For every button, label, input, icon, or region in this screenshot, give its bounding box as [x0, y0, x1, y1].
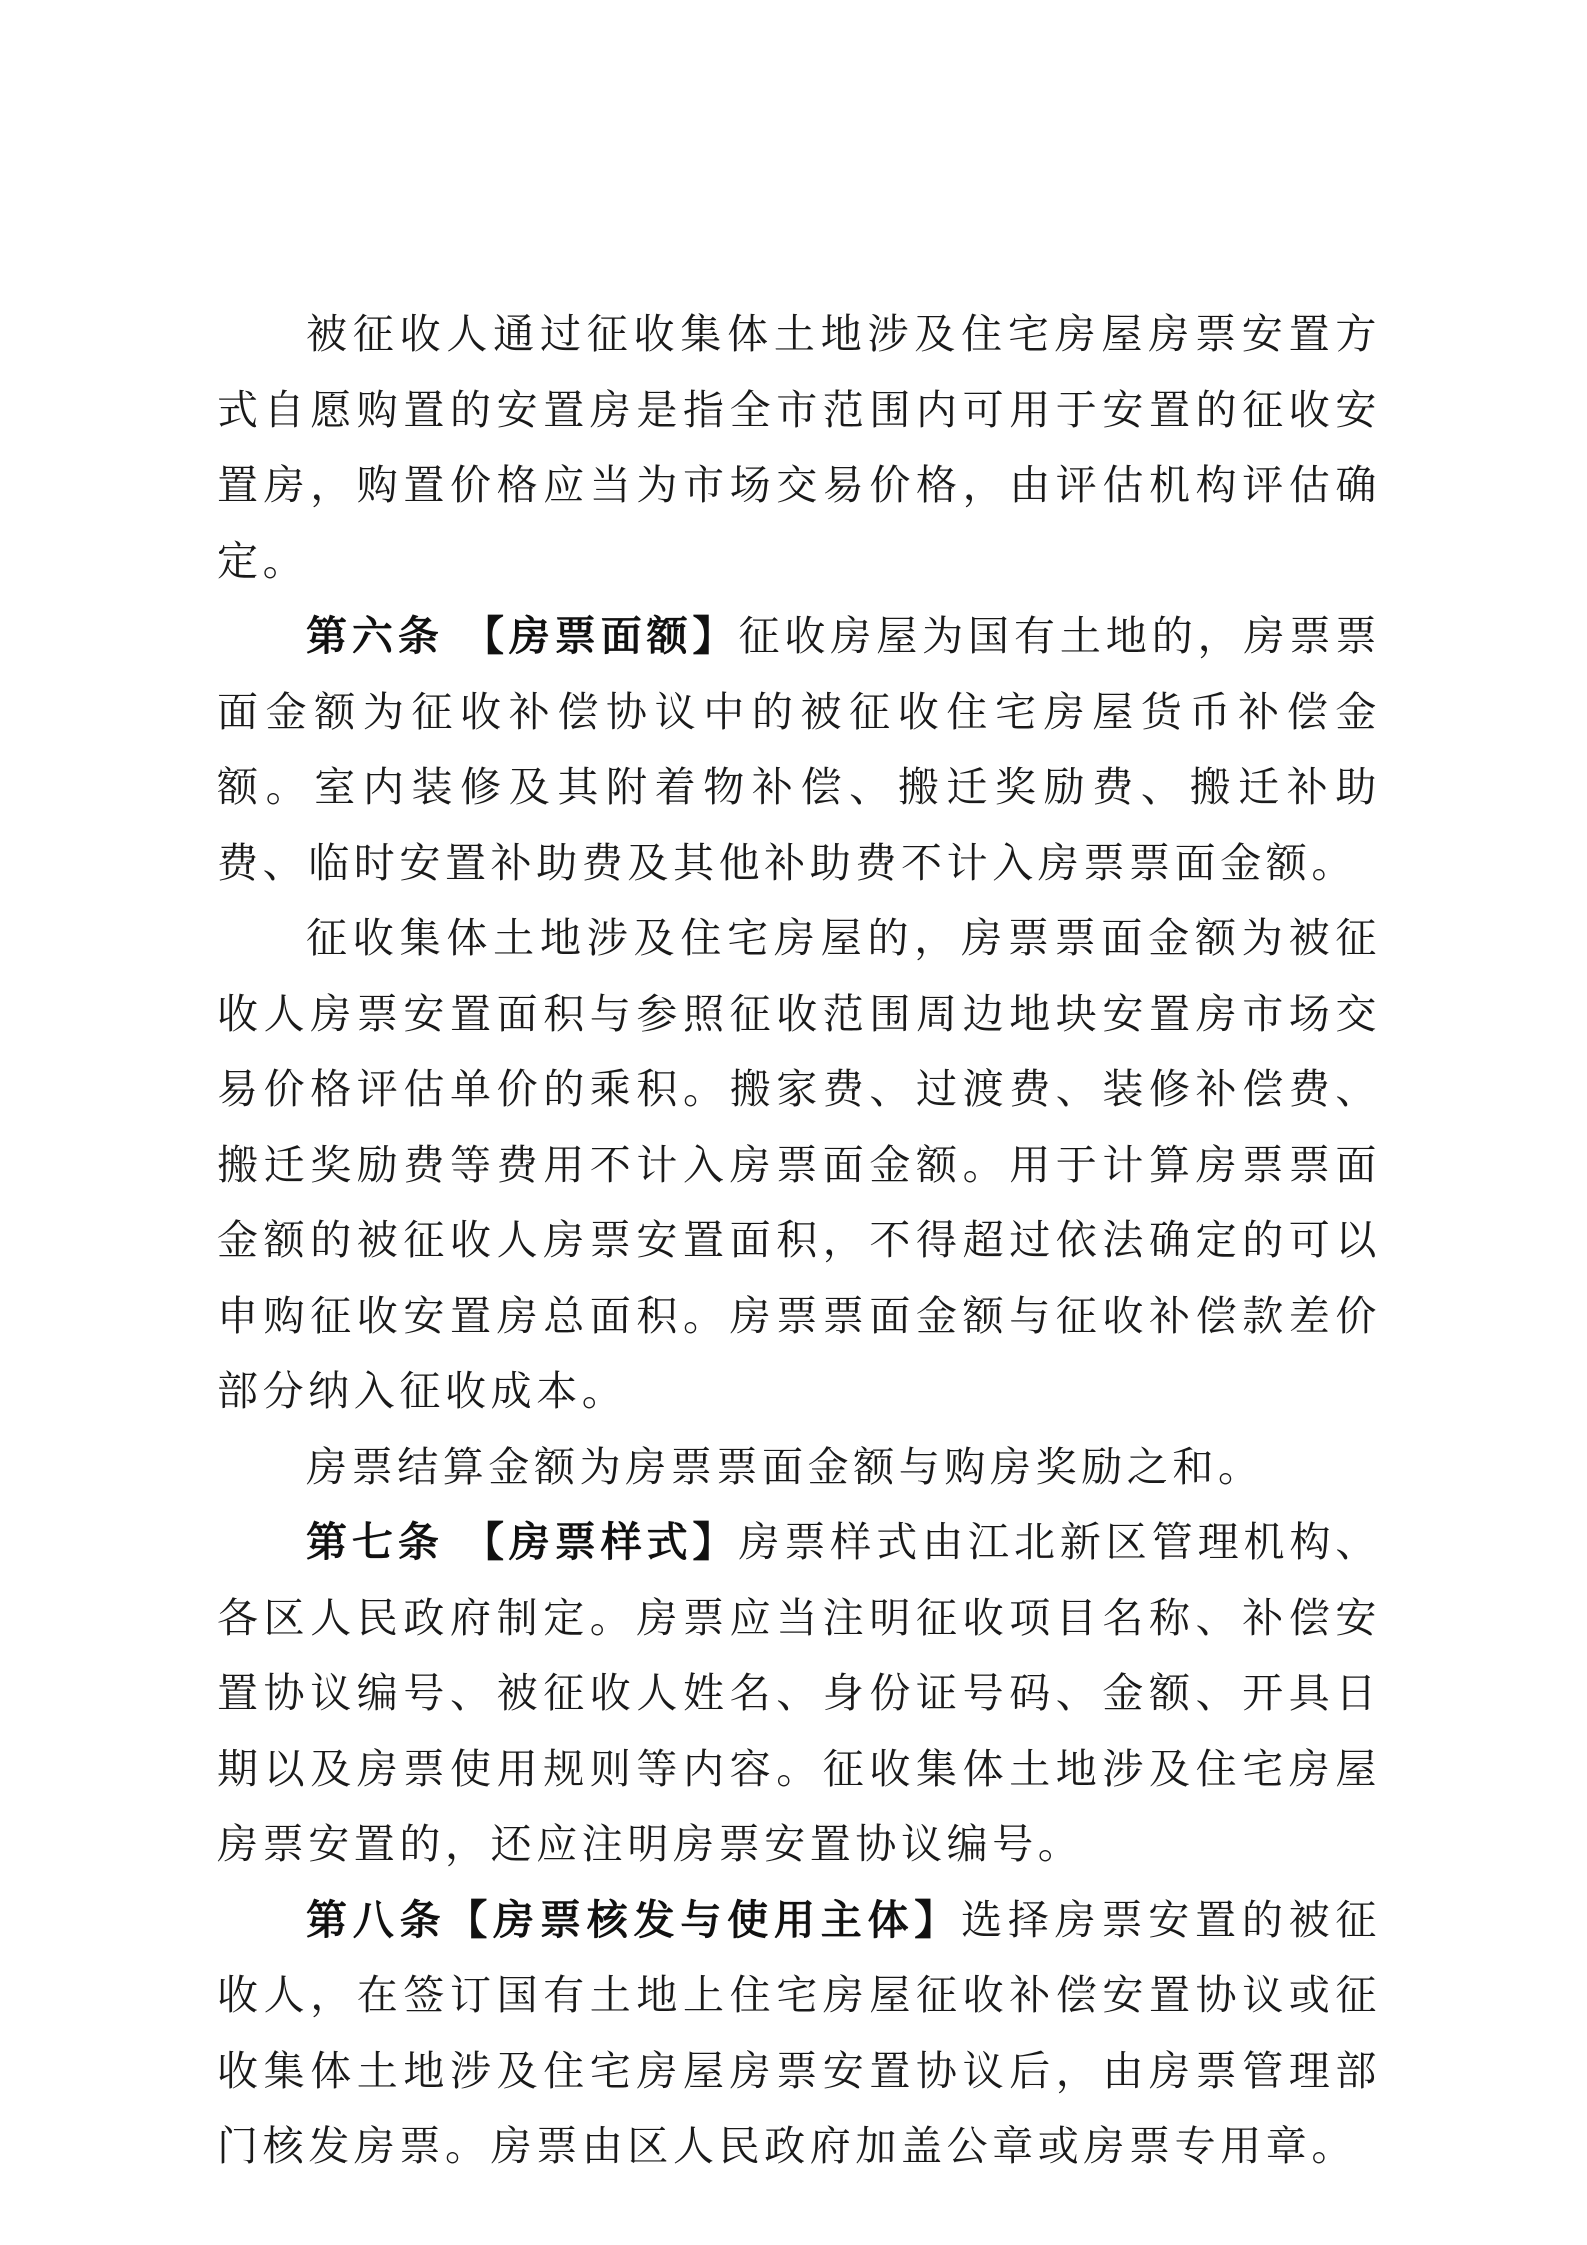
paragraph-collective-land: [217, 901, 1381, 1430]
article-8-heading: 第八条【房票核发与使用主体】: [306, 1895, 962, 1944]
article-6-paragraph: [217, 599, 1381, 901]
paragraph-text: 选择房票安置的被征收人，在签订国有土地上住宅房屋征收补偿安置协议或征收集体土地涉及住宅房屋房票安置协议后，由房票管理部门核发房票。房票由区人民政府加盖公章或房票专用章。: [217, 1895, 1381, 2170]
article-7-heading: 第七条 【房票样式】: [306, 1518, 739, 1566]
paragraph-text: 房票结算金额为房票票面金额与购房奖励之和。: [306, 1442, 1264, 1491]
paragraph-text: 被征收人通过征收集体土地涉及住宅房屋房票安置方式自愿购置的安置房是指全市范围内可用于安置的征收安置房，购置价格应当为市场交易价格，由评估机构评估确定。: [217, 310, 1381, 585]
article-6-heading: 第六条 【房票面额】: [306, 612, 739, 660]
paragraph-text: 征收集体土地涉及住宅房屋的，房票票面金额为被征收人房票安置面积与参照征收范围周边地块安置房市场交易价格评估单价的乘积。搬家费、过渡费、装修补偿费、搬迁奖励费等费用不计入房票面金额。用于计算房票票面金额的被征收人房票安置面积，不得超过依法确定的可以申购征收安置房总面积。房票票面金额与征收补偿款差价部分纳入征收成本。: [217, 914, 1381, 1415]
article-8-paragraph: [217, 1883, 1381, 2185]
document-body: [217, 297, 1381, 2185]
paragraph-text: 征收房屋为国有土地的，房票票面金额为征收补偿协议中的被征收住宅房屋货币补偿金额。室内装修及其附着物补偿、搬迁奖励费、搬迁补助费、临时安置补助费及其他补助费不计入房票票面金额。: [217, 612, 1381, 887]
paragraph-settlement-amount: [217, 1430, 1381, 1506]
paragraph-text: 房票样式由江北新区管理机构、各区人民政府制定。房票应当注明征收项目名称、补偿安置协议编号、被征收人姓名、身份证号码、金额、开具日期以及房票使用规则等内容。征收集体土地涉及住宅房屋房票安置的，还应注明房票安置协议编号。: [217, 1518, 1381, 1868]
article-7-paragraph: [217, 1505, 1381, 1883]
paragraph-resettlement-housing: [217, 297, 1381, 599]
